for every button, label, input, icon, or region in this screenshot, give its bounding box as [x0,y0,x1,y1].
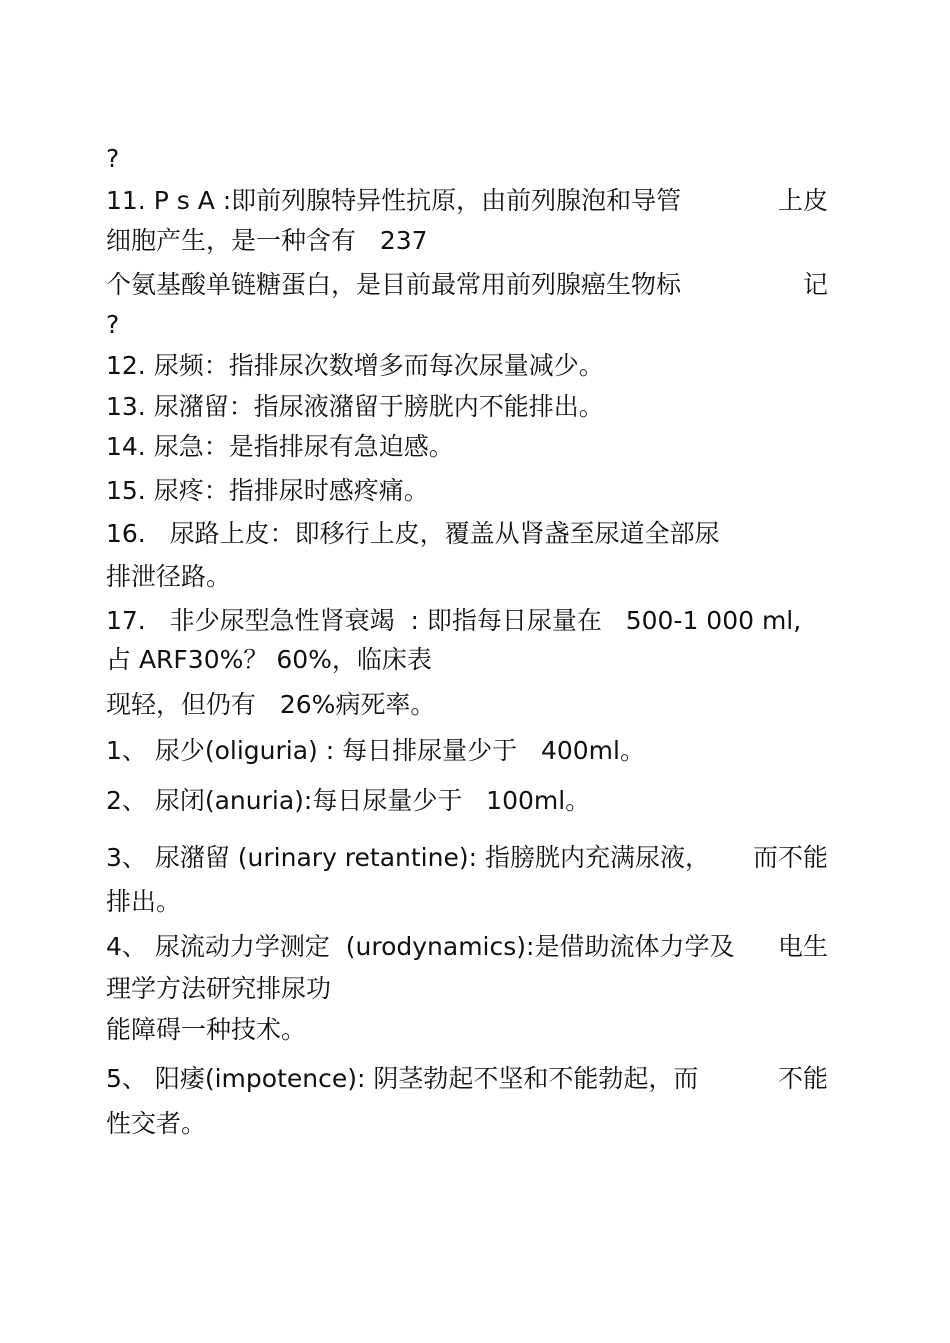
text-line [106,843,828,873]
text-line: 17. 非少尿型急性肾衰竭 : 即指每日尿量在 500-1 000 ml, [106,606,802,635]
text-line: 现轻，但仍有 26%病死率。 [106,690,436,719]
text-fragment: 电生 [777,932,828,961]
text-line: 12. 尿频：指排尿次数增多而每次尿量减少。 [106,351,604,380]
text-line: 16. 尿路上皮：即移行上皮，覆盖从肾盏至尿道全部尿 [106,519,720,548]
text-fragment: 5、 阳痿(impotence): 阴茎勃起不坚和不能勃起，而 [106,1064,699,1093]
text-line [106,270,828,300]
text-line: 能障碍一种技术。 [106,1015,307,1044]
text-fragment: 上皮 [777,186,828,215]
text-line: 排泄径路。 [106,562,232,591]
text-line: 排出。 [106,887,182,916]
text-fragment: 而不能 [752,843,828,872]
text-line: 1、 尿少(oliguria) : 每日排尿量少于 400ml。 [106,736,645,765]
text-line: ? [106,144,120,173]
text-line: 15. 尿疼：指排尿时感疼痛。 [106,476,429,505]
text-fragment: 不能 [777,1064,828,1093]
text-fragment: 3、 尿潴留 (urinary retantine): 指膀胱内充满尿液， [106,843,710,872]
text-line: 细胞产生，是一种含有 237 [106,226,428,255]
text-line [106,186,828,216]
text-fragment: 记 [802,270,828,299]
text-line [106,932,828,962]
text-fragment: 11. P s A :即前列腺特异性抗原，由前列腺泡和导管 [106,186,682,215]
text-line [106,1064,828,1094]
text-line: ? [106,310,120,339]
text-line: 性交者。 [106,1109,207,1138]
text-line: 占 ARF30%？ 60%，临床表 [106,645,432,674]
text-fragment: 4、 尿流动力学测定 (urodynamics):是借助流体力学及 [106,932,735,961]
text-line: 2、 尿闭(anuria):每日尿量少于 100ml。 [106,786,591,815]
text-line: 13. 尿潴留：指尿液潴留于膀胱内不能排出。 [106,392,604,421]
text-line: 14. 尿急：是指排尿有急迫感。 [106,432,454,461]
text-line: 理学方法研究排尿功 [106,974,332,1003]
text-fragment: 个氨基酸单链糖蛋白，是目前最常用前列腺癌生物标 [106,270,682,299]
